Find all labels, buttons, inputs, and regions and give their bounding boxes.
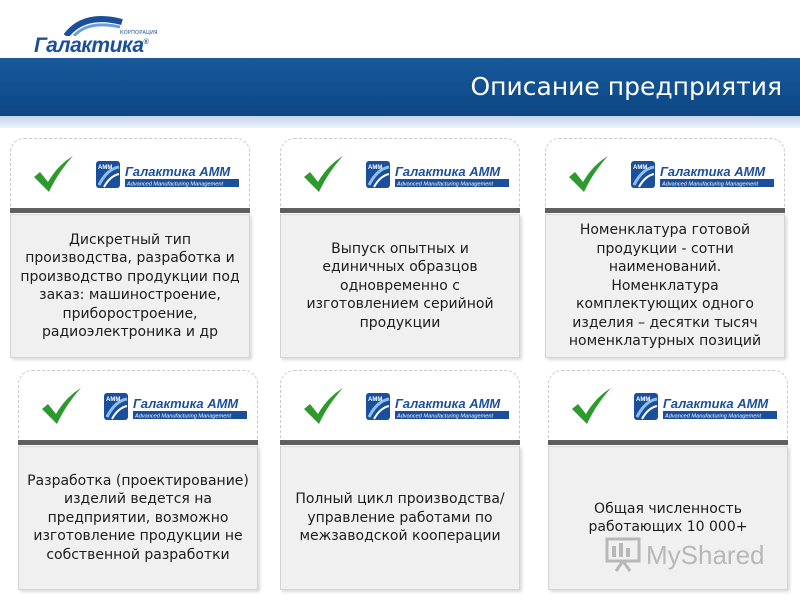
card-text-3: Номенклатура готовой продукции - сотни наименований. Номенклатура комплектующих одного изделия – десятки тысяч номенклатурных позиций [545, 214, 785, 358]
galaktika-amm-logo-icon [95, 159, 241, 191]
svg-text:Галактика AMM: Галактика AMM [395, 396, 501, 411]
header-band [0, 58, 800, 116]
svg-text:Advanced Manufacturing Managem: Advanced Manufacturing Management [397, 181, 494, 188]
svg-text:AMM: AMM [98, 165, 113, 171]
card-separator [548, 440, 788, 445]
checkmark-icon [301, 155, 345, 195]
checkmark-icon [569, 387, 613, 427]
svg-text:Галактика AMM: Галактика AMM [125, 164, 231, 179]
galaktika-amm-logo-icon [103, 391, 249, 423]
card-separator [545, 208, 785, 213]
logo-corp-label: КОРПОРАЦИЯ [120, 30, 158, 36]
card-text-1: Дискретный тип производства, разработка и производство продукции под заказ: машиностроение, приборостроение, радиоэлектроника и др [10, 214, 250, 358]
card-separator [10, 208, 250, 213]
watermark-text: MyShared [646, 540, 765, 570]
galaktika-amm-logo-icon [633, 391, 779, 423]
galaktika-logo [34, 14, 158, 57]
card-header-5 [280, 370, 520, 442]
svg-text:Галактика AMM: Галактика AMM [395, 164, 501, 179]
svg-text:Advanced Manufacturing Managem: Advanced Manufacturing Management [127, 181, 224, 188]
svg-text:Галактика AMM: Галактика AMM [663, 396, 769, 411]
svg-text:Галактика AMM: Галактика AMM [133, 396, 239, 411]
svg-text:Advanced Manufacturing Managem: Advanced Manufacturing Management [397, 413, 494, 420]
svg-text:Галактика AMM: Галактика AMM [660, 164, 766, 179]
card-separator [280, 440, 520, 445]
card-header-4 [18, 370, 258, 442]
card-separator [18, 440, 258, 445]
logo-arc-icon [64, 14, 124, 36]
card-header-1 [10, 138, 250, 210]
checkmark-icon [39, 387, 83, 427]
svg-text:Advanced Manufacturing Managem: Advanced Manufacturing Management [665, 413, 762, 420]
svg-text:AMM: AMM [368, 165, 383, 171]
checkmark-icon [566, 155, 610, 195]
header-strip [0, 116, 800, 128]
card-text-6: Общая численность работающих 10 000+ [548, 446, 788, 590]
card-text-4: Разработка (проектирование) изделий ведется на предприятии, возможно изготовление продукции не собственной разработки [18, 446, 258, 590]
card-text-5: Полный цикл производства/управление работами по межзаводской кооперации [280, 446, 520, 590]
svg-text:AMM: AMM [636, 397, 651, 403]
card-header-2 [280, 138, 520, 210]
watermark [604, 536, 774, 576]
card-separator [280, 208, 520, 213]
svg-text:Advanced Manufacturing Managem: Advanced Manufacturing Management [662, 181, 759, 188]
page-title: Описание предприятия [470, 72, 782, 101]
logo-name: Галактика® [34, 34, 149, 57]
svg-text:AMM: AMM [368, 397, 383, 403]
checkmark-icon [31, 155, 75, 195]
card-text-2: Выпуск опытных и единичных образцов одновременно с изготовлением серийной продукции [280, 214, 520, 358]
svg-text:AMM: AMM [633, 165, 648, 171]
card-header-3 [545, 138, 785, 210]
svg-text:AMM: AMM [106, 397, 121, 403]
svg-text:Advanced Manufacturing Managem: Advanced Manufacturing Management [135, 413, 232, 420]
checkmark-icon [301, 387, 345, 427]
presentation-board-icon [604, 536, 642, 572]
card-header-6 [548, 370, 788, 442]
galaktika-amm-logo-icon [365, 159, 511, 191]
galaktika-amm-logo-icon [630, 159, 776, 191]
galaktika-amm-logo-icon [365, 391, 511, 423]
